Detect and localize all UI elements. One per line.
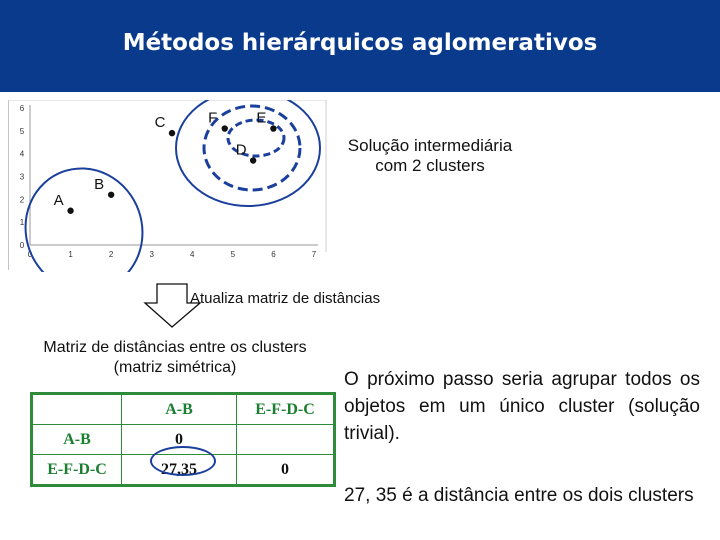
cluster-outline-f-e-d bbox=[204, 106, 300, 190]
data-point-a bbox=[67, 208, 73, 214]
x-tick-label: 2 bbox=[108, 250, 114, 259]
matrix-row-header: A-B bbox=[32, 425, 122, 455]
y-tick-label: 4 bbox=[19, 149, 25, 159]
x-tick-label: 3 bbox=[149, 250, 154, 259]
matrix-header-row bbox=[32, 394, 335, 425]
matrix-cell: 0 bbox=[122, 425, 237, 455]
x-tick-label: 5 bbox=[230, 250, 236, 259]
intermediate-solution-note: Solução intermediária com 2 clusters bbox=[347, 136, 513, 175]
y-tick-label: 3 bbox=[19, 172, 25, 182]
x-tick-label: 4 bbox=[190, 250, 195, 259]
y-tick-labels bbox=[20, 104, 25, 250]
data-points bbox=[54, 110, 277, 214]
cluster-scatter-plot bbox=[8, 100, 328, 272]
title-banner bbox=[0, 0, 720, 92]
page-title: Métodos hierárquicos aglomerativos bbox=[122, 30, 598, 56]
matrix-caption bbox=[10, 338, 340, 378]
next-step-text: O próximo passo seria agrupar todos os objetos em um único cluster (solução trivial). bbox=[344, 369, 700, 444]
y-tick-label: 0 bbox=[19, 241, 25, 250]
point-label: F bbox=[208, 109, 218, 127]
matrix-col-header: A-B bbox=[122, 394, 237, 425]
y-tick-label: 5 bbox=[19, 126, 25, 136]
matrix-cell bbox=[237, 425, 335, 455]
x-tick-label: 0 bbox=[27, 250, 33, 259]
distance-explanation-text: 27, 35 é a distância entre os dois clusters bbox=[344, 485, 694, 506]
update-matrix-label: Atualiza matriz de distâncias bbox=[190, 290, 381, 307]
y-tick-label: 1 bbox=[19, 218, 25, 228]
point-label: D bbox=[235, 141, 247, 159]
data-point-b bbox=[108, 192, 114, 198]
data-point-c bbox=[169, 130, 175, 136]
y-tick-label: 2 bbox=[19, 195, 25, 205]
x-tick-label: 7 bbox=[311, 250, 317, 259]
highlight-circle bbox=[150, 446, 216, 476]
x-tick-label: 6 bbox=[271, 250, 276, 259]
data-point-d bbox=[250, 157, 256, 163]
point-label: B bbox=[94, 175, 105, 193]
matrix-col-header: E-F-D-C bbox=[237, 394, 335, 425]
data-point-e bbox=[270, 125, 276, 131]
matrix-corner-cell bbox=[32, 394, 122, 425]
matrix-cell: 27,35 bbox=[122, 455, 237, 486]
point-label: E bbox=[256, 109, 267, 127]
point-label: C bbox=[154, 114, 166, 132]
matrix-caption-line2: (matriz simétrica) bbox=[113, 359, 237, 376]
matrix-cell: 0 bbox=[237, 455, 335, 486]
cluster-outline-a-b bbox=[8, 149, 159, 272]
x-tick-labels bbox=[28, 250, 317, 259]
x-tick-label: 1 bbox=[68, 250, 73, 259]
matrix-row-header: E-F-D-C bbox=[32, 455, 122, 486]
matrix-caption-line1: Matriz de distâncias entre os clusters bbox=[43, 339, 307, 356]
data-point-f bbox=[222, 125, 228, 131]
point-label: A bbox=[53, 191, 64, 209]
y-tick-label: 6 bbox=[19, 104, 25, 113]
